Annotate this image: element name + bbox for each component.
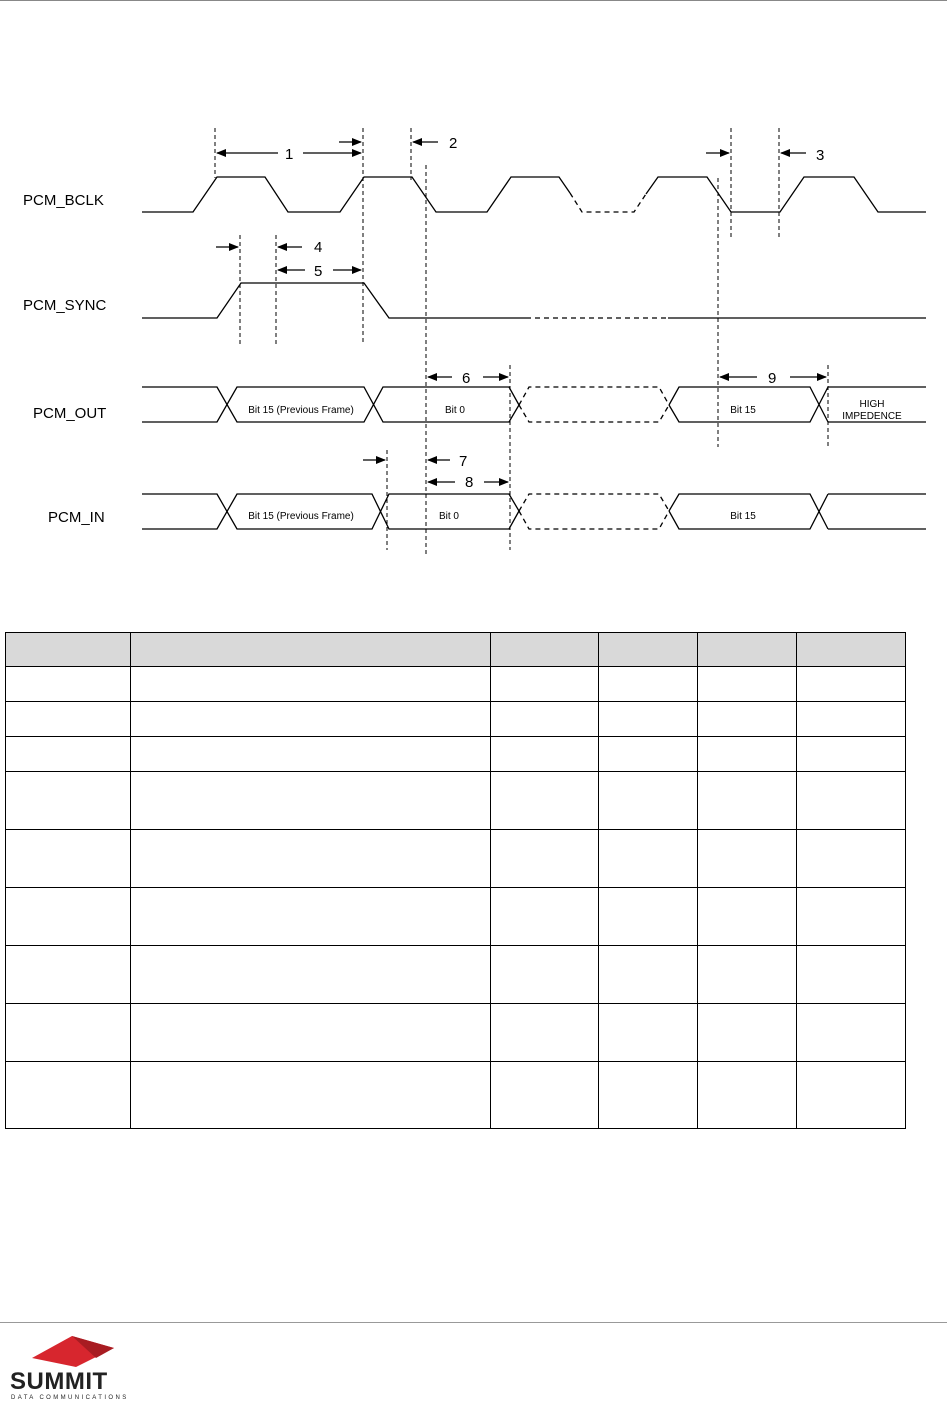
- dimension-arrows: [216, 142, 826, 482]
- signal-label-pcm-bclk: PCM_BCLK: [23, 192, 104, 209]
- top-rule: [0, 0, 947, 1]
- table-cell: [797, 946, 906, 1004]
- out-cell-high-impedence-1: HIGH: [859, 399, 885, 410]
- table-cell: [491, 772, 599, 830]
- table-cell: [491, 667, 599, 702]
- table-row: [6, 946, 906, 1004]
- table-cell: [131, 946, 491, 1004]
- table-cell: [491, 737, 599, 772]
- table-cell: [6, 737, 131, 772]
- marker-2: 2: [449, 135, 458, 152]
- marker-9: 9: [768, 370, 777, 387]
- table-cell: [698, 1004, 797, 1062]
- out-cell-prev-frame: Bit 15 (Previous Frame): [248, 405, 354, 416]
- table-row: [6, 830, 906, 888]
- table-cell: [599, 772, 698, 830]
- table-cell: [698, 737, 797, 772]
- table-cell: [698, 830, 797, 888]
- table-cell: [698, 946, 797, 1004]
- table-header-cell: [797, 633, 906, 667]
- signal-label-pcm-sync: PCM_SYNC: [23, 297, 107, 314]
- table-cell: [797, 737, 906, 772]
- table-cell: [698, 772, 797, 830]
- table-row: [6, 888, 906, 946]
- table-cell: [797, 830, 906, 888]
- table-row: [6, 702, 906, 737]
- marker-8: 8: [465, 474, 474, 491]
- table-cell: [491, 946, 599, 1004]
- summit-logo: [10, 1334, 150, 1401]
- table-cell: [698, 1062, 797, 1129]
- table-cell: [599, 737, 698, 772]
- logo-wordmark: SUMMIT: [10, 1368, 108, 1395]
- table-cell: [131, 702, 491, 737]
- marker-4: 4: [314, 239, 323, 256]
- table-header-cell: [698, 633, 797, 667]
- table-cell: [698, 667, 797, 702]
- logo-tagline: DATA COMMUNICATIONS: [11, 1395, 129, 1401]
- table-cell: [797, 667, 906, 702]
- table-header-cell: [599, 633, 698, 667]
- table-cell: [6, 888, 131, 946]
- reference-lines: [215, 128, 828, 555]
- table-cell: [6, 946, 131, 1004]
- summit-logo-mark: [10, 1334, 150, 1368]
- table-header-cell: [491, 633, 599, 667]
- table-cell: [491, 702, 599, 737]
- table-cell: [131, 737, 491, 772]
- table-cell: [599, 1004, 698, 1062]
- table-cell: [797, 1062, 906, 1129]
- table-cell: [491, 830, 599, 888]
- table-row: [6, 667, 906, 702]
- in-cell-bit15: Bit 15: [730, 511, 756, 522]
- table-cell: [6, 772, 131, 830]
- table-cell: [599, 830, 698, 888]
- marker-6: 6: [462, 370, 471, 387]
- table-cell: [131, 772, 491, 830]
- table-cell: [491, 1004, 599, 1062]
- table-cell: [131, 667, 491, 702]
- table-cell: [599, 1062, 698, 1129]
- table-header-row: [6, 633, 906, 667]
- table-row: [6, 737, 906, 772]
- pcm-sync-waveform: [142, 283, 926, 318]
- table-row: [6, 1062, 906, 1129]
- table-cell: [797, 1004, 906, 1062]
- signal-label-pcm-out: PCM_OUT: [33, 405, 107, 422]
- signal-label-pcm-in: PCM_IN: [48, 509, 105, 526]
- table-cell: [599, 888, 698, 946]
- marker-1: 1: [285, 146, 294, 163]
- table-cell: [599, 667, 698, 702]
- table-cell: [797, 772, 906, 830]
- table-row: [6, 772, 906, 830]
- pcm-timing-diagram: [0, 110, 947, 570]
- table-cell: [131, 1062, 491, 1129]
- table-cell: [6, 667, 131, 702]
- table-header-cell: [6, 633, 131, 667]
- marker-5: 5: [314, 263, 323, 280]
- table-cell: [131, 830, 491, 888]
- table-header-cell: [131, 633, 491, 667]
- table-cell: [698, 702, 797, 737]
- table-row: [6, 1004, 906, 1062]
- table-cell: [797, 888, 906, 946]
- table-cell: [698, 888, 797, 946]
- table-cell: [6, 830, 131, 888]
- table-cell: [599, 702, 698, 737]
- table-cell: [6, 1062, 131, 1129]
- table-cell: [131, 888, 491, 946]
- out-cell-bit15: Bit 15: [730, 405, 756, 416]
- marker-7: 7: [459, 453, 468, 470]
- out-cell-high-impedence-2: IMPEDENCE: [842, 411, 902, 422]
- pcm-bclk-waveform: [142, 177, 926, 212]
- timing-table: [5, 632, 906, 1129]
- table-cell: [6, 702, 131, 737]
- table-cell: [599, 946, 698, 1004]
- marker-3: 3: [816, 147, 825, 164]
- table-cell: [491, 888, 599, 946]
- out-cell-bit0: Bit 0: [444, 405, 466, 416]
- table-cell: [491, 1062, 599, 1129]
- table-cell: [131, 1004, 491, 1062]
- footer-rule: [0, 1322, 947, 1323]
- table-cell: [6, 1004, 131, 1062]
- in-cell-bit0: Bit 0: [438, 511, 460, 522]
- in-cell-prev-frame: Bit 15 (Previous Frame): [248, 511, 354, 522]
- table-cell: [797, 702, 906, 737]
